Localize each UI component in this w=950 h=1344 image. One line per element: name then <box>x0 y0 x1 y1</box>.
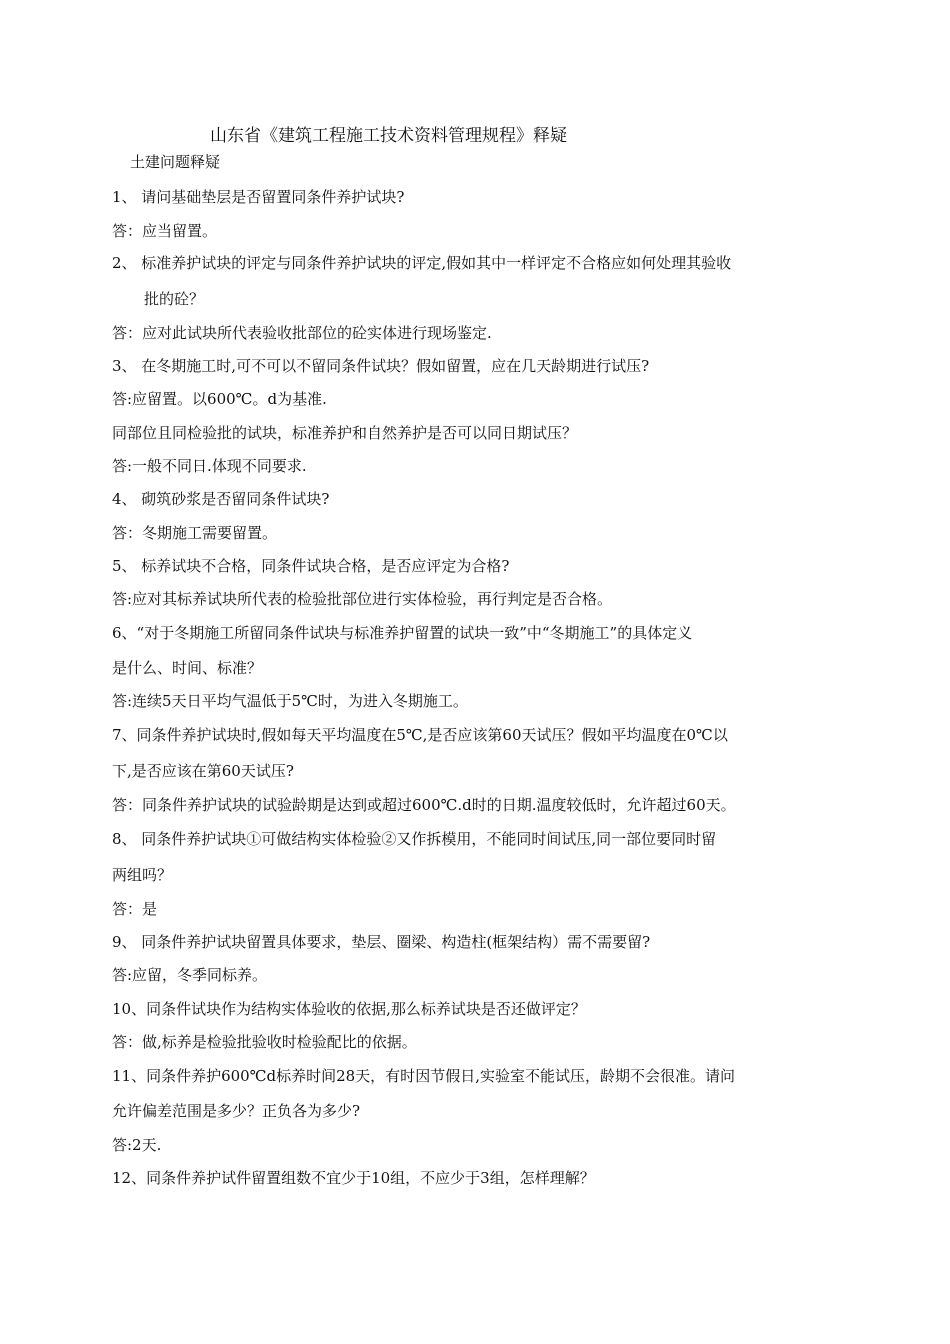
question-11: 11、同条件养护600℃d标养时间28天，有时因节假日,实验室不能试压，龄期不会很准。请问 <box>112 1067 735 1085</box>
answer-4: 答：冬期施工需要留置。 <box>112 524 278 542</box>
question-11-cont: 允许偏差范围是多少？正负各为多少? <box>112 1102 361 1120</box>
question-2: 2、 标准养护试块的评定与同条件养护试块的评定,假如其中一样评定不合格应如何处理其验收 <box>112 254 732 272</box>
question-8-cont: 两组吗？ <box>112 866 173 884</box>
answer-3b: 答:一般不同日.体现不同要求. <box>112 457 307 475</box>
answer-6: 答:连续5天日平均气温低于5℃时，为进入冬期施工。 <box>112 692 468 710</box>
question-10: 10、同条件试块作为结构实体验收的依据,那么标养试块是否还做评定？ <box>112 1000 586 1018</box>
answer-9: 答:应留，冬季同标养。 <box>112 966 268 984</box>
question-3b: 同部位且同检验批的试块，标准养护和自然养护是否可以同日期试压？ <box>112 424 578 442</box>
answer-1: 答：应当留置。 <box>112 222 218 240</box>
question-9: 9、 同条件养护试块留置具体要求，垫层、圈梁、构造柱(框架结构）需不需要留? <box>112 933 651 951</box>
document-title: 山东省《建筑工程施工技术资料管理规程》释疑 <box>210 126 567 146</box>
answer-7: 答：同条件养护试块的试验龄期是达到或超过600℃.d时的日期.温度较低时，允许超过60天。 <box>112 796 736 814</box>
question-3: 3、 在冬期施工时,可不可以不留同条件试块？假如留置，应在几天龄期进行试压? <box>112 357 650 375</box>
answer-2: 答：应对此试块所代表验收批部位的砼实体进行现场鉴定. <box>112 324 492 342</box>
section-heading: 土建问题释疑 <box>130 153 221 171</box>
question-6: 6、“对于冬期施工所留同条件试块与标准养护留置的试块一致”中“冬期施工”的具体定义 <box>112 624 693 642</box>
question-7: 7、同条件养护试块时,假如每天平均温度在5℃,是否应该第60天试压？假如平均温度在0℃以 <box>112 726 728 744</box>
answer-11: 答:2天. <box>112 1136 162 1154</box>
question-5: 5、 标养试块不合格，同条件试块合格，是否应评定为合格? <box>112 557 510 575</box>
question-1: 1、 请问基础垫层是否留置同条件养护试块? <box>112 188 405 206</box>
answer-10: 答：做,标养是检验批验收时检验配比的依据。 <box>112 1033 417 1051</box>
answer-8: 答：是 <box>112 900 158 918</box>
question-7-cont: 下,是否应该在第60天试压? <box>112 762 294 780</box>
question-2-cont: 批的砼？ <box>144 290 205 308</box>
question-4: 4、 砌筑砂浆是否留同条件试块? <box>112 490 330 508</box>
answer-5: 答:应对其标养试块所代表的检验批部位进行实体检验，再行判定是否合格。 <box>112 590 613 608</box>
answer-3: 答:应留置。以600℃。d为基准. <box>112 390 327 408</box>
question-6-cont: 是什么、时间、标准？ <box>112 659 263 677</box>
question-8: 8、 同条件养护试块①可做结构实体检验②又作拆模用，不能同时间试压,同一部位要同时留 <box>112 830 717 848</box>
question-12: 12、同条件养护试件留置组数不宜少于10组，不应少于3组，怎样理解？ <box>112 1169 595 1187</box>
